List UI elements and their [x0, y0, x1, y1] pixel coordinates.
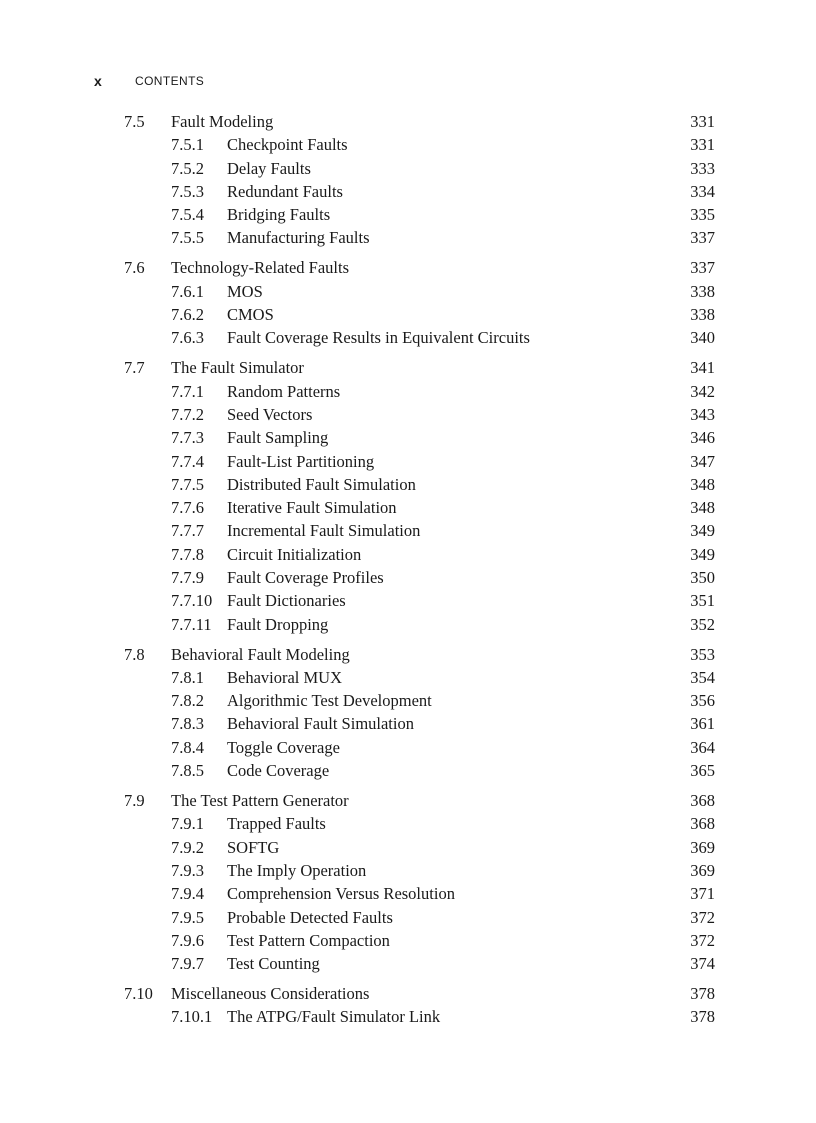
entry-number: 7.5.1	[171, 135, 204, 155]
toc-section-entry	[0, 789, 816, 812]
entry-title: Fault Modeling	[171, 112, 274, 131]
entry-title: Bridging Faults	[227, 205, 331, 225]
entry-page-number: 338	[690, 305, 715, 325]
entry-number: 7.9.3	[171, 860, 204, 880]
entry-page-number: 349	[690, 544, 715, 564]
table-of-contents	[0, 110, 816, 1035]
entry-page-number: 374	[690, 954, 715, 974]
toc-subsection-entry	[0, 496, 816, 519]
entry-title: Test Counting	[227, 954, 320, 974]
entry-title: Fault Dropping	[227, 614, 329, 634]
entry-title: Trapped Faults	[227, 814, 326, 834]
entry-number: 7.9.4	[171, 884, 204, 904]
entry-title: Behavioral MUX	[227, 667, 343, 687]
entry-page-number: 361	[690, 714, 715, 734]
entry-title: Fault Coverage Results in Equivalent Circuits	[227, 328, 530, 348]
entry-title: Algorithmic Test Development	[227, 691, 432, 711]
entry-title: Test Pattern Compaction	[227, 930, 390, 950]
toc-section-entry	[0, 356, 816, 379]
toc-subsection-entry	[0, 226, 816, 249]
entry-number: 7.8.4	[171, 737, 204, 757]
entry-title: MOS	[227, 281, 263, 301]
entry-number: 7.9.5	[171, 907, 204, 927]
entry-page-number: 351	[690, 591, 715, 611]
running-head-title: CONTENTS	[135, 74, 205, 88]
entry-number: 7.5.2	[171, 158, 204, 178]
toc-subsection-entry	[0, 133, 816, 156]
toc-subsection-entry	[0, 836, 816, 859]
toc-subsection-entry	[0, 180, 816, 203]
toc-subsection-entry	[0, 519, 816, 542]
entry-page-number: 372	[690, 930, 715, 950]
entry-title: Behavioral Fault Modeling	[171, 644, 350, 664]
entry-page-number: 340	[690, 328, 715, 348]
entry-title: Random Patterns	[227, 381, 341, 401]
entry-title: Incremental Fault Simulation	[227, 521, 421, 541]
entry-page-number: 338	[690, 281, 715, 301]
toc-section	[0, 982, 816, 1029]
entry-page-number: 333	[690, 158, 715, 178]
toc-subsection-entry	[0, 303, 816, 326]
entry-number: 7.7.8	[171, 544, 204, 564]
entry-page-number: 378	[690, 1007, 715, 1027]
entry-number: 7.6.1	[171, 281, 204, 301]
entry-page-number: 350	[690, 568, 715, 588]
toc-subsection-entry	[0, 859, 816, 882]
entry-title: Toggle Coverage	[227, 737, 340, 757]
toc-section-entry	[0, 110, 816, 133]
entry-title: Seed Vectors	[227, 404, 313, 424]
entry-title: Redundant Faults	[227, 181, 343, 201]
toc-subsection-entry	[0, 613, 816, 636]
entry-title: Miscellaneous Considerations	[171, 984, 370, 1004]
toc-subsection-entry	[0, 157, 816, 180]
entry-number: 7.7.7	[171, 521, 204, 541]
toc-subsection-entry	[0, 566, 816, 589]
entry-number: 7.7.1	[171, 381, 204, 401]
toc-subsection-entry	[0, 326, 816, 349]
entry-number: 7.8.1	[171, 667, 204, 687]
entry-number: 7.7.10	[171, 591, 213, 611]
entry-page-number: 334	[690, 181, 715, 201]
toc-subsection-entry	[0, 426, 816, 449]
toc-subsection-entry	[0, 473, 816, 496]
entry-title: Fault Coverage Profiles	[227, 568, 384, 588]
entry-page-number: 368	[690, 814, 715, 834]
entry-page-number: 368	[690, 791, 715, 811]
toc-section	[0, 110, 816, 250]
entry-title: Fault Dictionaries	[227, 591, 346, 611]
entry-page-number: 365	[690, 761, 715, 781]
entry-number: 7.5.4	[171, 205, 204, 225]
entry-title: The Fault Simulator	[171, 358, 304, 378]
toc-subsection-entry	[0, 736, 816, 759]
toc-section	[0, 789, 816, 975]
entry-number: 7.5.3	[171, 181, 204, 201]
entry-number: 7.7.11	[171, 614, 212, 634]
entry-number: 7.9.6	[171, 930, 204, 950]
toc-section-entry	[0, 643, 816, 666]
entry-page-number: 348	[690, 498, 715, 518]
toc-subsection-entry	[0, 450, 816, 473]
entry-title: Behavioral Fault Simulation	[227, 714, 414, 734]
entry-page-number: 335	[690, 205, 715, 225]
entry-title: Checkpoint Faults	[227, 135, 348, 155]
toc-subsection-entry	[0, 759, 816, 782]
toc-subsection-entry	[0, 666, 816, 689]
entry-number: 7.6	[124, 258, 145, 278]
entry-number: 7.9.1	[171, 814, 204, 834]
entry-number: 7.6.3	[171, 328, 204, 348]
entry-number: 7.7	[124, 358, 145, 378]
entry-page-number: 364	[690, 737, 715, 757]
entry-title: Circuit Initialization	[227, 544, 362, 564]
entry-number: 7.5.5	[171, 228, 204, 248]
entry-page-number: 369	[690, 837, 715, 857]
toc-subsection-entry	[0, 952, 816, 975]
toc-subsection-entry	[0, 589, 816, 612]
toc-subsection-entry	[0, 812, 816, 835]
entry-number: 7.8	[124, 644, 145, 664]
toc-section-entry	[0, 256, 816, 279]
entry-number: 7.8.5	[171, 761, 204, 781]
entry-page-number: 341	[690, 358, 715, 378]
entry-number: 7.8.2	[171, 691, 204, 711]
entry-page-number: 343	[690, 404, 715, 424]
entry-number: 7.9.7	[171, 954, 204, 974]
entry-page-number: 356	[690, 691, 715, 711]
entry-page-number: 342	[690, 381, 715, 401]
entry-title: Distributed Fault Simulation	[227, 474, 416, 494]
entry-number: 7.10.1	[171, 1007, 213, 1027]
entry-page-number: 331	[690, 135, 715, 155]
entry-page-number: 347	[690, 451, 715, 471]
entry-title: Iterative Fault Simulation	[227, 498, 397, 518]
entry-number: 7.10	[124, 984, 153, 1004]
toc-subsection-entry	[0, 203, 816, 226]
entry-number: 7.7.2	[171, 404, 204, 424]
entry-title: Manufacturing Faults	[227, 228, 370, 248]
entry-title: Technology-Related Faults	[171, 258, 350, 278]
entry-title: Fault-List Partitioning	[227, 451, 375, 471]
toc-subsection-entry	[0, 906, 816, 929]
entry-title: Probable Detected Faults	[227, 907, 393, 927]
entry-page-number: 378	[690, 984, 715, 1004]
entry-page-number: 352	[690, 614, 715, 634]
entry-title: CMOS	[227, 305, 274, 325]
toc-subsection-entry	[0, 882, 816, 905]
page-number: x	[94, 73, 102, 89]
toc-subsection-entry	[0, 689, 816, 712]
entry-page-number: 353	[690, 644, 715, 664]
entry-page-number: 346	[690, 428, 715, 448]
entry-number: 7.7.6	[171, 498, 204, 518]
entry-page-number: 354	[690, 667, 715, 687]
entry-number: 7.7.5	[171, 474, 204, 494]
entry-page-number: 337	[690, 228, 715, 248]
entry-title: Comprehension Versus Resolution	[227, 884, 455, 904]
entry-page-number: 372	[690, 907, 715, 927]
toc-subsection-entry	[0, 712, 816, 735]
toc-section	[0, 256, 816, 349]
toc-subsection-entry	[0, 929, 816, 952]
entry-page-number: 337	[690, 258, 715, 278]
entry-title: Fault Sampling	[227, 428, 329, 448]
entry-page-number: 371	[690, 884, 715, 904]
entry-title: The Imply Operation	[227, 860, 367, 880]
entry-title: Delay Faults	[227, 158, 311, 178]
toc-subsection-entry	[0, 380, 816, 403]
toc-subsection-entry	[0, 543, 816, 566]
toc-subsection-entry	[0, 1005, 816, 1028]
entry-number: 7.5	[124, 112, 145, 131]
entry-page-number: 348	[690, 474, 715, 494]
toc-subsection-entry	[0, 280, 816, 303]
entry-number: 7.6.2	[171, 305, 204, 325]
entry-title: SOFTG	[227, 837, 280, 857]
entry-number: 7.7.3	[171, 428, 204, 448]
entry-page-number: 369	[690, 860, 715, 880]
entry-title: Code Coverage	[227, 761, 330, 781]
toc-section-entry	[0, 982, 816, 1005]
entry-number: 7.7.9	[171, 568, 204, 588]
toc-section	[0, 643, 816, 783]
entry-number: 7.9.2	[171, 837, 204, 857]
toc-section	[0, 356, 816, 636]
entry-title: The Test Pattern Generator	[171, 791, 349, 811]
entry-page-number: 349	[690, 521, 715, 541]
entry-number: 7.9	[124, 791, 145, 811]
entry-title: The ATPG/Fault Simulator Link	[227, 1007, 441, 1027]
toc-subsection-entry	[0, 403, 816, 426]
entry-number: 7.7.4	[171, 451, 204, 471]
entry-number: 7.8.3	[171, 714, 204, 734]
entry-page-number: 331	[690, 112, 715, 131]
